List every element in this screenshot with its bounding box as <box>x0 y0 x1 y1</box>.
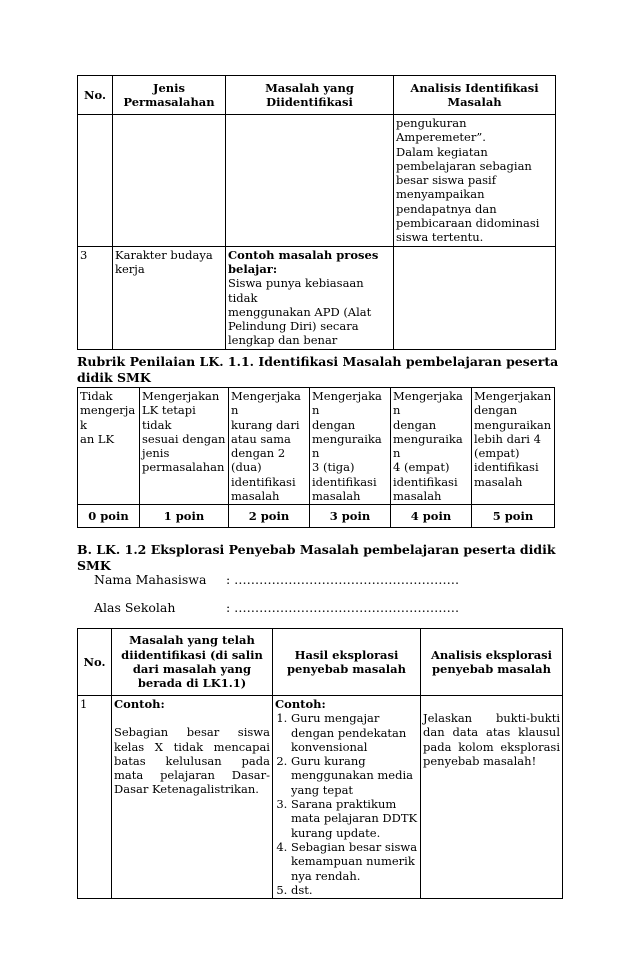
masalah-example-label: Contoh masalah proses belajar: <box>228 247 379 276</box>
nama-mahasiswa-value: : ……………………………………………… <box>226 572 460 587</box>
masalah-example-label: Contoh: <box>114 697 165 711</box>
table-row <box>78 115 556 247</box>
list-item: 1. Guru mengajar dengan pendekatan konvensional <box>291 711 418 754</box>
header-no: No. <box>78 629 112 696</box>
list-item: 5. dst. <box>291 883 418 897</box>
header-analisis: Analisis Identifikasi Masalah <box>394 76 556 115</box>
hasil-list <box>275 711 418 897</box>
cell-no: 3 <box>78 246 113 349</box>
header-masalah-diidentifikasi: Masalah yang telah diidentifikasi (di salin dari masalah yang berada di LK1.1) <box>112 629 273 696</box>
section-b-title: B. LK. 1.2 Eksplorasi Penyebab Masalah pembelajaran peserta didik SMK <box>77 542 556 573</box>
masalah-example-text: Sebagian besar siswa kelas X tidak mencapai batas kelulusan pada mata pelajaran Dasar-Dasar Ketenagalistrikan. <box>114 725 270 797</box>
asal-sekolah-value: : ……………………………………………… <box>226 600 460 615</box>
header-hasil-eksplorasi: Hasil eksplorasi penyebab masalah <box>273 629 421 696</box>
cell-no: 1 <box>78 696 112 899</box>
rubrik-title: Rubrik Penilaian LK. 1.1. Identifikasi Masalah pembelajaran peserta didik SMK <box>77 354 559 385</box>
table-row <box>78 696 563 899</box>
rubrik-table <box>77 387 555 528</box>
analisis-text: Jelaskan bukti-bukti dan data atas klausul pada kolom eksplorasi penyebab masalah! <box>423 711 560 768</box>
cell-masalah <box>226 246 394 349</box>
rubrik-criterion: Mengerjakan kurang dari atau sama dengan 2 (dua) identifikasi masalah <box>229 388 310 505</box>
rubrik-criterion: Mengerjakan dengan menguraikan 3 (tiga) identifikasi masalah <box>310 388 391 505</box>
asal-sekolah-label: Alas Sekolah <box>94 600 176 615</box>
list-item: 2. Guru kurang menggunakan media yang tepat <box>291 754 418 797</box>
header-analisis-eksplorasi: Analisis eksplorasi penyebab masalah <box>421 629 563 696</box>
rubrik-criterion: Mengerjakan dengan menguraikan lebih dari 4 (empat) identifikasi masalah <box>472 388 555 505</box>
rubrik-score: 5 poin <box>472 505 555 528</box>
cell-jenis: Karakter budaya kerja <box>113 246 226 349</box>
table-row <box>78 246 556 349</box>
header-masalah: Masalah yang Diidentifikasi <box>226 76 394 115</box>
identification-table <box>77 75 556 350</box>
cell-hasil <box>273 696 421 899</box>
rubrik-criteria-row <box>78 388 555 505</box>
nama-mahasiswa-label: Nama Mahasiswa <box>94 572 207 587</box>
cell-analisis-continued: pengukuran Amperemeter”. Dalam kegiatan pembelajaran sebagian besar siswa pasif menyampaikan pendapatnya dan pembicaraan didominasi siswa tertentu. <box>394 115 556 247</box>
rubrik-score: 1 poin <box>140 505 229 528</box>
rubrik-score: 4 poin <box>391 505 472 528</box>
rubrik-score-row <box>78 505 555 528</box>
rubrik-score: 2 poin <box>229 505 310 528</box>
rubrik-criterion: Tidak mengerjak an LK <box>78 388 140 505</box>
hasil-example-label: Contoh: <box>275 697 326 711</box>
rubrik-score: 0 poin <box>78 505 140 528</box>
cell-analisis <box>421 696 563 899</box>
header-jenis: Jenis Permasalahan <box>113 76 226 115</box>
list-item: 3. Sarana praktikum mata pelajaran DDTK kurang update. <box>291 797 418 840</box>
masalah-example-text: Siswa punya kebiasaan tidak menggunakan APD (Alat Pelindung Diri) secara lengkap dan benar <box>228 276 372 348</box>
header-no: No. <box>78 76 113 115</box>
rubrik-score: 3 poin <box>310 505 391 528</box>
list-item: 4. Sebagian besar siswa kemampuan numerik nya rendah. <box>291 840 418 883</box>
exploration-table <box>77 628 563 899</box>
rubrik-criterion: Mengerjakan LK tetapi tidak sesuai dengan jenis permasalahan <box>140 388 229 505</box>
rubrik-criterion: Mengerjakan dengan menguraikan 4 (empat) identifikasi masalah <box>391 388 472 505</box>
cell-masalah <box>112 696 273 899</box>
